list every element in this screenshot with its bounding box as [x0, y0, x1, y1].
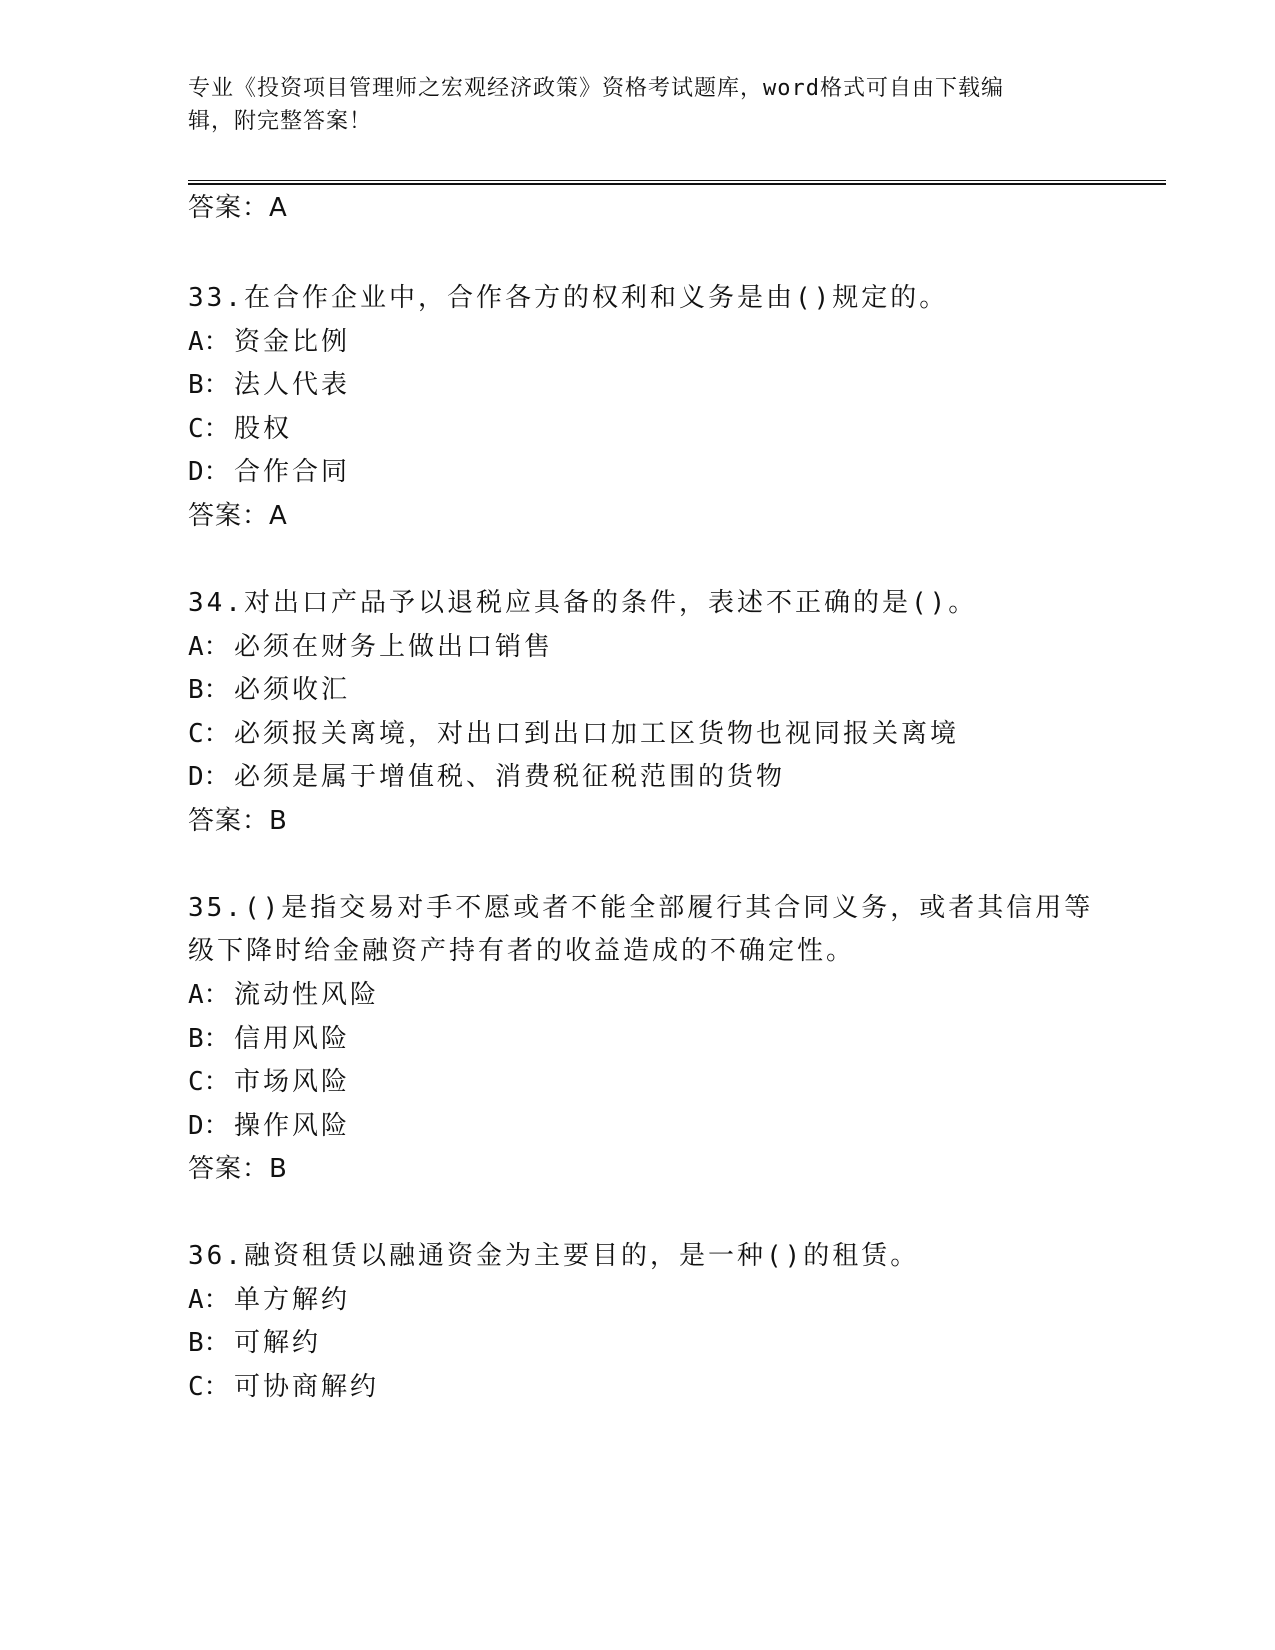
question-33-option-b: B： 法人代表	[188, 370, 351, 400]
question-36-option-c: C： 可协商解约	[188, 1372, 380, 1402]
question-33-option-a: A： 资金比例	[188, 327, 351, 357]
question-35-option-d: D： 操作风险	[188, 1111, 351, 1141]
question-35-option-c: C： 市场风险	[188, 1067, 351, 1097]
question-35-stem-line-2: 级下降时给金融资产持有者的收益造成的不确定性。	[188, 936, 856, 966]
question-33-option-d: D： 合作合同	[188, 457, 351, 487]
question-36-option-a: A： 单方解约	[188, 1285, 351, 1315]
header-line-1: 专业《投资项目管理师之宏观经济政策》资格考试题库，word格式可自由下载编	[188, 76, 1004, 101]
question-35-option-b: B： 信用风险	[188, 1024, 351, 1054]
answer-32: 答案：A	[188, 193, 288, 223]
question-34-option-d: D： 必须是属于增值税、消费税征税范围的货物	[188, 762, 786, 792]
question-33-stem: 33.在合作企业中，合作各方的权利和义务是由()规定的。	[188, 283, 949, 313]
question-36-option-b: B： 可解约	[188, 1328, 322, 1358]
question-35-option-a: A： 流动性风险	[188, 980, 380, 1010]
answer-34: 答案：B	[188, 806, 288, 836]
document-header	[188, 72, 1068, 138]
question-34-option-c: C： 必须报关离境，对出口到出口加工区货物也视同报关离境	[188, 719, 960, 749]
question-34-option-b: B： 必须收汇	[188, 675, 351, 705]
question-34-stem: 34.对出口产品予以退税应具备的条件，表述不正确的是()。	[188, 588, 978, 618]
answer-35: 答案：B	[188, 1154, 288, 1184]
header-divider-thin	[188, 180, 1166, 181]
answer-33: 答案：A	[188, 501, 288, 531]
question-35-stem-line-1: 35.()是指交易对手不愿或者不能全部履行其合同义务，或者其信用等	[188, 893, 1094, 923]
question-34-option-a: A： 必须在财务上做出口销售	[188, 632, 554, 662]
question-36-stem: 36.融资租赁以融通资金为主要目的，是一种()的租赁。	[188, 1241, 920, 1271]
question-33-option-c: C： 股权	[188, 414, 293, 444]
header-line-2: 辑，附完整答案！	[188, 109, 373, 134]
header-divider-thick	[188, 183, 1166, 185]
